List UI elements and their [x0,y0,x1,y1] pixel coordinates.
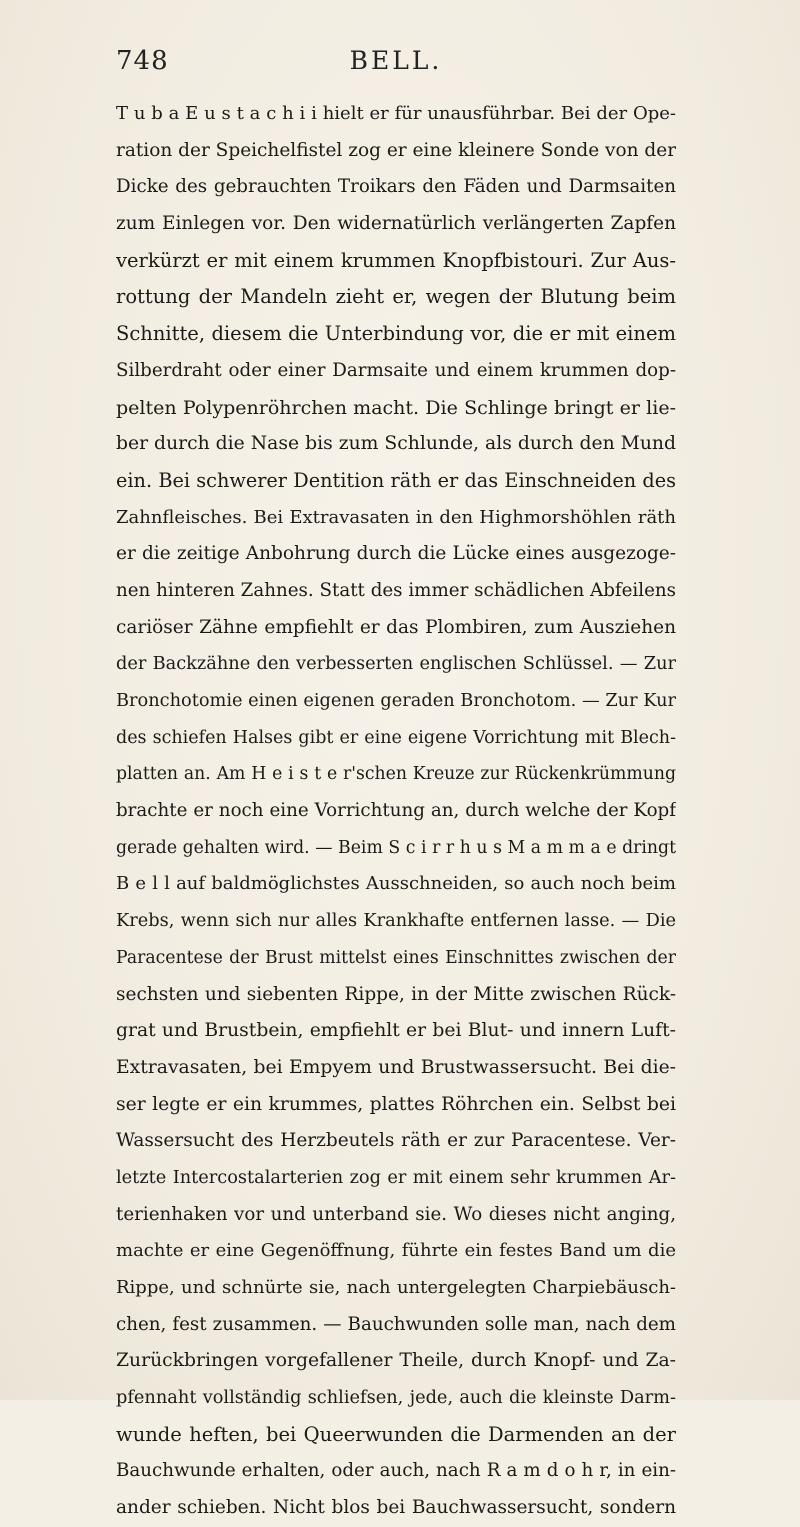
page-number: 748 [116,46,169,76]
text-line: rottung der Mandeln zieht er, wegen der Blutung beim [116,285,676,309]
text-line: pelten Polypenröhrchen macht. Die Schlinge bringt er lie- [116,396,676,419]
text-line: verkürzt er mit einem krummen Knopfbistouri. Zur Aus- [116,248,676,272]
text-line: chen, fest zusammen. — Bauchwunden solle man, nach dem [116,1313,676,1335]
text-line: Rippe, und schnürte sie, nach untergelegten Charpiebäusch- [116,1277,676,1298]
text-line: terienhaken vor und unterband sie. Wo dieses nicht anging, [116,1203,676,1225]
text-line: zum Einlegen vor. Den widernatürlich verlängerten Zapfen [116,213,676,235]
text-line: Dicke des gebrauchten Troikars den Fäden und Darmsaiten [116,176,676,198]
text-line: Schnitte, diesem die Unterbindung vor, die er mit einem [116,322,676,346]
text-line: ration der Speichelfistel zog er eine kleinere Sonde von der [116,139,676,161]
running-head: BELL. [349,46,443,75]
body-text [116,96,676,1527]
text-line: Silberdraht oder einer Darmsaite und einem krummen dop- [116,359,676,381]
text-line: B e l l auf baldmöglichstes Ausschneiden, so auch noch beim [116,873,676,895]
text-line: der Backzähne den verbesserten englischen Schlüssel. — Zur [116,654,676,675]
text-line: cariöser Zähne empfiehlt er das Plombiren, zum Ausziehen [116,616,676,638]
text-line: Krebs, wenn sich nur alles Krankhafte entfernen lasse. — Die [116,911,676,932]
text-line: Bauchwunde erhalten, oder auch, nach R a m d o h r, in ein- [116,1460,676,1482]
text-line: Paracentese der Brust mittelst eines Einschnittes zwischen der [116,947,676,968]
text-line: ser legte er ein krummes, plattes Röhrchen ein. Selbst bei [116,1093,676,1115]
text-line: Extravasaten, bei Empyem und Brustwassersucht. Bei die- [116,1056,676,1078]
text-line: pfennaht vollständig schliefsen, jede, auch die kleinste Darm- [116,1388,676,1409]
text-line: ander schieben. Nicht blos bei Bauchwassersucht, sondern [116,1497,676,1519]
text-line: grat und Brustbein, empfiehlt er bei Blut- und innern Luft- [116,1020,676,1042]
text-line: gerade gehalten wird. — Beim S c i r r h u s M a m m a e dringt [116,837,676,858]
text-line: Wassersucht des Herzbeutels räth er zur Paracentese. Ver- [116,1130,676,1152]
text-line: brachte er noch eine Vorrichtung an, durch welche der Kopf [116,800,676,822]
text-line: Zurückbringen vorgefallener Theile, durch Knopf- und Za- [116,1350,676,1372]
text-line: wunde heften, bei Queerwunden die Darmenden an der [116,1422,676,1446]
page-header [116,46,676,86]
text-line: Bronchotomie einen eigenen geraden Bronchotom. — Zur Kur [116,691,676,711]
text-line: er die zeitige Anbohrung durch die Lücke eines ausgezoge- [116,543,676,565]
text-line: ein. Bei schwerer Dentition räth er das Einschneiden des [116,468,676,492]
text-line: letzte Intercostalarterien zog er mit einem sehr krummen Ar- [116,1167,676,1188]
text-line: des schiefen Halses gibt er eine eigene Vorrichtung mit Blech- [116,727,676,748]
text-line: ber durch die Nase bis zum Schlunde, als durch den Mund [116,433,676,455]
text-line: sechsten und siebenten Rippe, in der Mitte zwischen Rück- [116,983,676,1005]
text-line: T u b a E u s t a c h i i hielt er für unausführbar. Bei der Ope- [116,103,676,124]
text-line: machte er eine Gegenöffnung, führte ein festes Band um die [116,1240,676,1262]
text-line: nen hinteren Zahnes. Statt des immer schädlichen Abfeilens [116,579,676,601]
text-line: Zahnfleisches. Bei Extravasaten in den Highmorshöhlen räth [116,506,676,528]
text-line: platten an. Am H e i s t e r'schen Kreuze zur Rückenkrümmung [116,764,676,785]
